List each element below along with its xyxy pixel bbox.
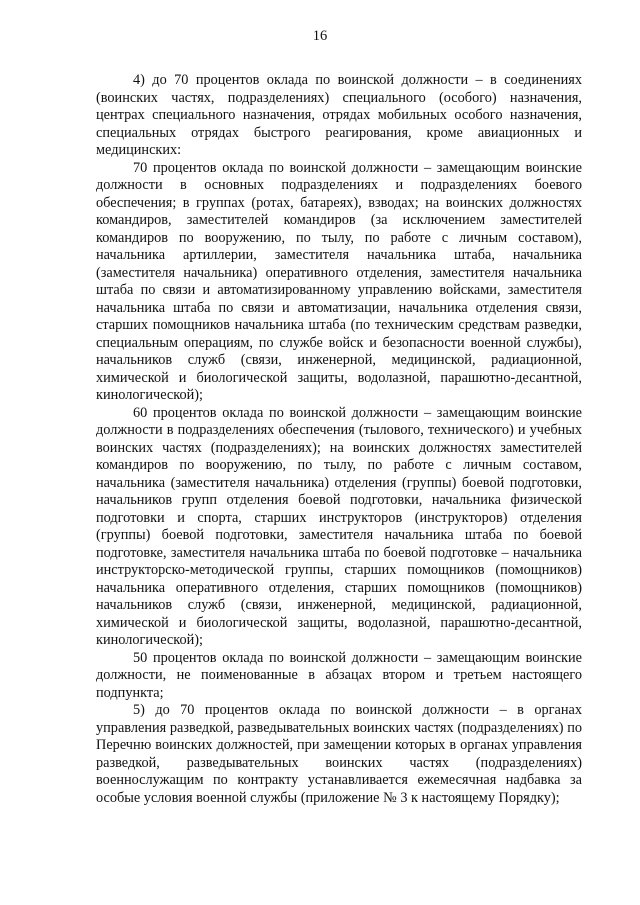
paragraph-50-percent: 50 процентов оклада по воинской должности – замещающим воинские должности, не поименованные в абзацах втором и третьем настоящего подпункта; (96, 649, 582, 701)
paragraph-subitem-4: 4) до 70 процентов оклада по воинской должности – в соединениях (воинских частях, подразделениях) специального (особого) назначения, центрах специального назначения, отрядах мобильных особого назначения, специальных отрядах быстрого реагирования, кроме авиационных и медицинских: (96, 72, 582, 158)
document-body (96, 72, 582, 807)
paragraph-subitem-5: 5) до 70 процентов оклада по воинской должности – в органах управления разведкой, разведывательных воинских частях (подразделениях) по Перечню воинских должностей, при замещении которых в органах управления разведкой, разведывательных воинских частях (подразделениях) военнослужащим по контракту устанавливается ежемесячная надбавка за особые условия военной службы (приложение № 3 к настоящему Порядку); (96, 702, 582, 806)
page-number: 16 (312, 28, 328, 44)
paragraph-70-percent: 70 процентов оклада по воинской должности – замещающим воинские должности в основных подразделениях и подразделениях боевого обеспечения; в группах (ротах, батареях), взводах; на воинских должностях командиров, заместителей командиров (за исключением заместителей командиров по вооружению, по тылу, по работе с личным составом), начальника артиллерии, заместителя начальника штаба, начальника (заместителя начальника) оперативного отделения, заместителя начальника штаба по связи и автоматизированному управлению войсками, заместителя начальника штаба по связи и автоматизации, начальника отделения связи, старших помощников начальника штаба (по техническим средствам разведки, специальным операциям, по службе войск и безопасности военной службы), начальников служб (связи, инженерной, медицинской, радиационной, химической и биологической защиты, водолазной, парашютно-десантной, кинологической); (96, 159, 582, 403)
paragraph-60-percent: 60 процентов оклада по воинской должности – замещающим воинские должности в подразделениях обеспечения (тылового, технического) и учебных воинских частях (подразделениях); на воинских должностях заместителей командиров по вооружению, по тылу, по работе с личным составом, начальника (заместителя начальника) отделения (группы) боевой подготовки, начальников групп отделения боевой подготовки, начальника физической подготовки и спорта, старших инструкторов (инструкторов) отделения (группы) боевой подготовки, заместителя начальника штаба по боевой подготовке, заместителя начальника штаба по боевой подготовке – начальника инструкторско-методической группы, старших помощников (помощников) начальника оперативного отделения, старших помощников (помощников) начальников служб (связи, инженерной, медицинской, радиационной, химической и биологической защиты, водолазной, парашютно-десантной, кинологической); (96, 404, 582, 648)
